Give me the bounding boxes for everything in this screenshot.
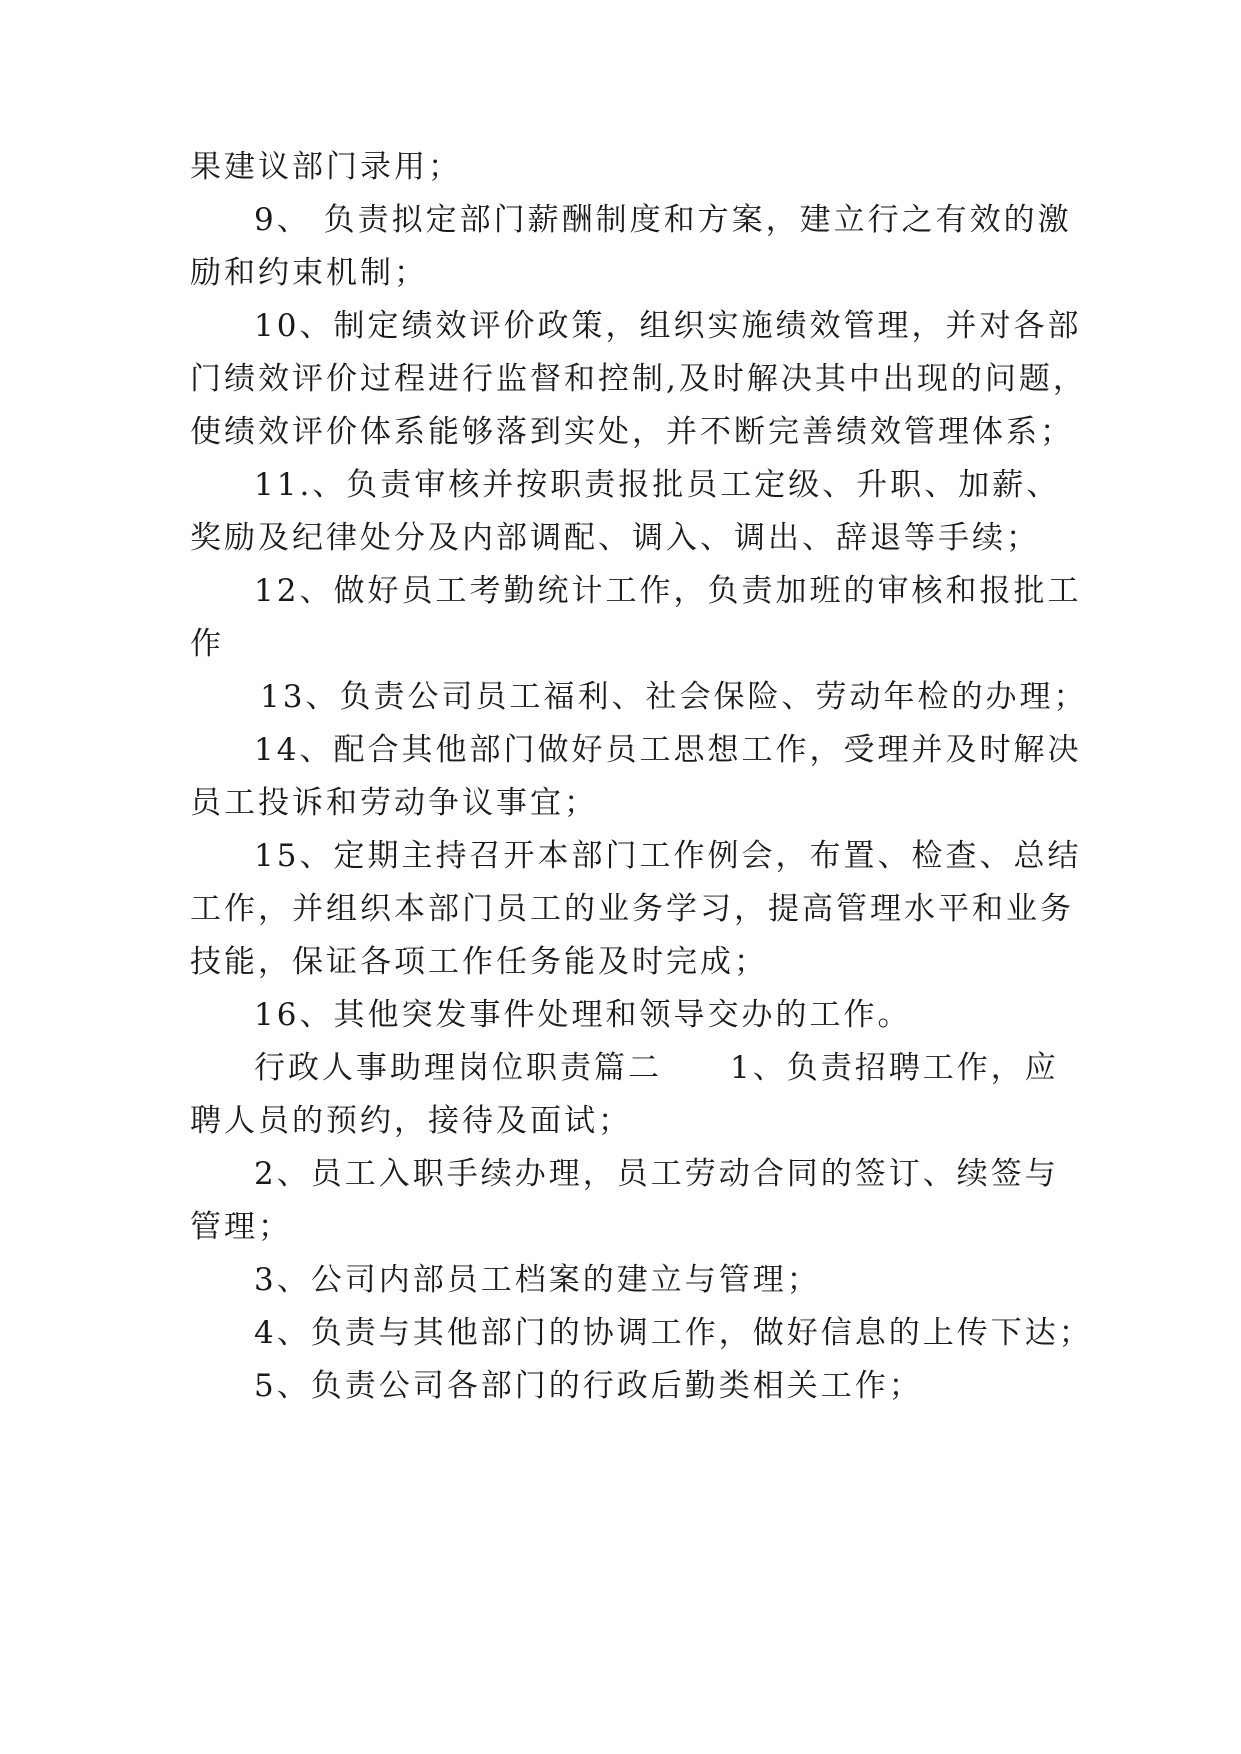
text-line-22: 3、公司内部员工档案的建立与管理； bbox=[254, 1262, 821, 1298]
text-line-15: 工作，并组织本部门员工的业务学习，提高管理水平和业务 bbox=[190, 891, 1074, 927]
text-line-7: 11.、负责审核并按职责报批员工定级、升职、加薪、 bbox=[254, 467, 1061, 503]
text-line-23: 4、负责与其他部门的协调工作，做好信息的上传下达； bbox=[254, 1315, 1093, 1351]
text-line-10: 作 bbox=[190, 626, 224, 662]
text-line-11: 13、负责公司员工福利、社会保险、劳动年检的办理； bbox=[260, 679, 1088, 715]
text-line-9: 12、做好员工考勤统计工作，负责加班的审核和报批工 bbox=[254, 573, 1082, 609]
text-line-2: 9、 负责拟定部门薪酬制度和方案，建立行之有效的激 bbox=[254, 202, 1072, 238]
text-line-18: 行政人事助理岗位职责篇二 1、负责招聘工作，应 bbox=[254, 1050, 1059, 1086]
text-line-6: 使绩效评价体系能够落到实处，并不断完善绩效管理体系； bbox=[190, 414, 1074, 450]
text-line-3: 励和约束机制； bbox=[190, 255, 428, 291]
text-line-12: 14、配合其他部门做好员工思想工作，受理并及时解决 bbox=[254, 732, 1082, 768]
text-line-21: 管理； bbox=[190, 1209, 292, 1245]
text-line-19: 聘人员的预约，接待及面试； bbox=[190, 1103, 632, 1139]
text-line-4: 10、制定绩效评价政策，组织实施绩效管理，并对各部 bbox=[254, 308, 1082, 344]
text-line-16: 技能，保证各项工作任务能及时完成； bbox=[190, 944, 768, 980]
text-line-20: 2、员工入职手续办理，员工劳动合同的签订、续签与 bbox=[254, 1156, 1059, 1192]
text-line-24: 5、负责公司各部门的行政后勤类相关工作； bbox=[254, 1368, 923, 1404]
text-line-14: 15、定期主持召开本部门工作例会，布置、检查、总结 bbox=[254, 838, 1082, 874]
text-line-17: 16、其他突发事件处理和领导交办的工作。 bbox=[254, 997, 912, 1033]
text-line-5: 门绩效评价过程进行监督和控制,及时解决其中出现的问题， bbox=[190, 361, 1087, 397]
text-line-1: 果建议部门录用； bbox=[190, 149, 462, 185]
text-line-13: 员工投诉和劳动争议事宜； bbox=[190, 785, 598, 821]
text-line-8: 奖励及纪律处分及内部调配、调入、调出、辞退等手续； bbox=[190, 520, 1040, 556]
